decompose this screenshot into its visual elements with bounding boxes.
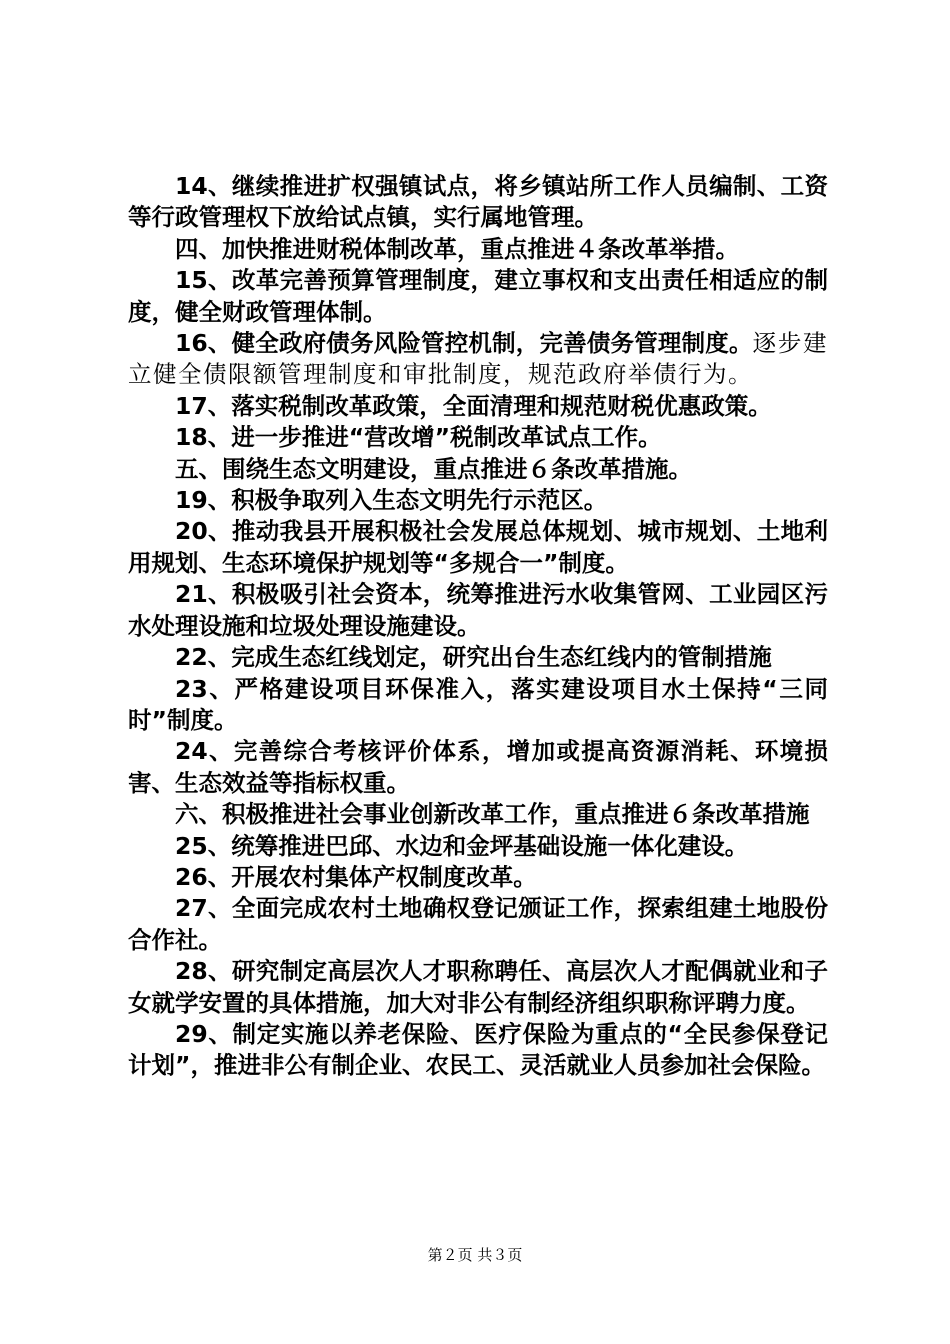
section-heading: 四、加快推进财税体制改革，重点推进４条改革举措。 — [175, 234, 739, 263]
page-footer — [0, 1244, 950, 1265]
paragraph: 26、开展农村集体产权制度改革。 — [175, 862, 537, 891]
paragraph: 16、健全政府债务风险管控机制，完善债务管理制度。逐步建立健全债限额管理制度和审批制度，规范政府举债行为。 — [128, 329, 829, 389]
section-heading: 六、积极推进社会事业创新改革工作，重点推进６条改革措施 — [175, 800, 810, 829]
paragraph: 17、落实税制改革政策，全面清理和规范财税优惠政策。 — [175, 391, 772, 420]
paragraph: 28、研究制定高层次人才职称聘任、高层次人才配偶就业和子女就学安置的具体措施，加大对非公有制经济组织职称评聘力度。 — [128, 957, 828, 1017]
paragraph: 23、严格建设项目环保准入，落实建设项目水土保持“三同时”制度。 — [128, 674, 828, 734]
paragraph: 21、积极吸引社会资本，统筹推进污水收集管网、工业园区污水处理设施和垃圾处理设施建设。 — [128, 580, 828, 640]
paragraph: 25、统筹推进巴邱、水边和金坪基础设施一体化建设。 — [175, 831, 749, 860]
paragraph: 20、推动我县开展积极社会发展总体规划、城市规划、土地利用规划、生态环境保护规划等“多规合一”制度。 — [128, 517, 828, 577]
paragraph: 19、积极争取列入生态文明先行示范区。 — [175, 486, 608, 515]
paragraph: 14、继续推进扩权强镇试点，将乡镇站所工作人员编制、工资等行政管理权下放给试点镇，实行属地管理。 — [128, 172, 828, 232]
paragraph-continuation: 逐步建立健全债限额管理制度和审批制度，规范政府举债行为。 — [128, 329, 829, 389]
paragraph: 24、完善综合考核评价体系，增加或提高资源消耗、环境损害、生态效益等指标权重。 — [128, 737, 828, 797]
paragraph: 18、进一步推进“营改增”税制改革试点工作。 — [175, 423, 662, 452]
document-body — [128, 171, 828, 1082]
paragraph: 22、完成生态红线划定，研究出台生态红线内的管制措施 — [175, 643, 772, 672]
paragraph: 29、制定实施以养老保险、医疗保险为重点的“全民参保登记计划”，推进非公有制企业、农民工、灵活就业人员参加社会保险。 — [128, 1019, 828, 1080]
paragraph: 27、全面完成农村土地确权登记颁证工作，探索组建土地股份合作社。 — [128, 894, 828, 954]
page-number-label: 第２页 共３页 — [427, 1246, 523, 1264]
section-heading: 五、围绕生态文明建设，重点推进６条改革措施。 — [175, 454, 692, 483]
paragraph: 15、改革完善预算管理制度，建立事权和支出责任相适应的制度，健全财政管理体制。 — [128, 266, 828, 326]
